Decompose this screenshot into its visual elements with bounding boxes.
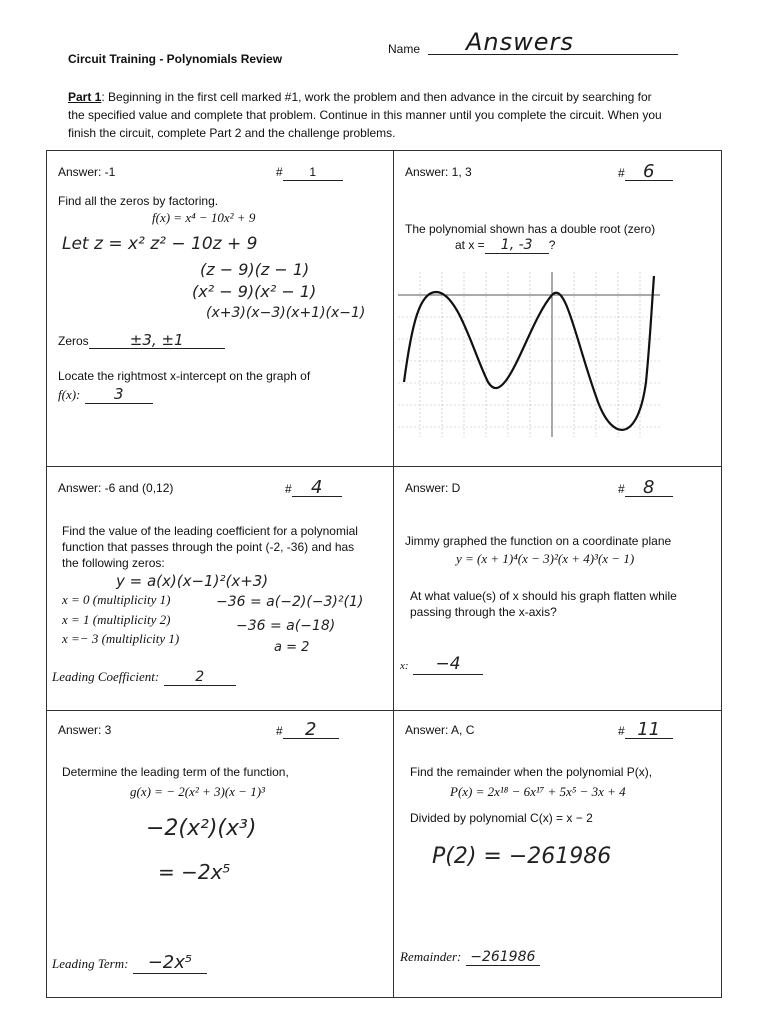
cell3-answer: Answer: -6 and (0,12) [58, 481, 174, 495]
cell4-x [400, 654, 483, 675]
cell2-prompt: The polynomial shown has a double root (zero) [405, 222, 656, 236]
cell1-fx [58, 385, 153, 404]
cell5-lt-label: Leading Term: [52, 956, 129, 971]
part-label: Part 1 [68, 90, 102, 104]
cell5-answer: Answer: 3 [58, 723, 112, 737]
cell5-lt-value: −2x⁵ [133, 952, 207, 974]
cell1-fx-value: 3 [85, 385, 153, 404]
cell6-work: P(2) = −261986 [432, 844, 612, 869]
cell3-work-4: a = 2 [274, 640, 310, 655]
cell2-number [618, 161, 673, 182]
cell3-zero-3: x =− 3 (multiplicity 1) [62, 631, 180, 646]
cell4-number-label: # [618, 482, 625, 496]
cell3-work-1: y = a(x)(x−1)²(x+3) [116, 572, 269, 590]
cell2-at-suffix: ? [548, 238, 556, 252]
cell2-graph [398, 262, 668, 442]
cell6-answer: Answer: A, C [405, 723, 475, 737]
cell6-number-value: 11 [625, 722, 673, 739]
cell4-answer: Answer: D [405, 481, 461, 495]
cell1-answer: Answer: -1 [58, 165, 116, 179]
cell5-lt [52, 952, 207, 974]
grid-divider-row1 [46, 466, 722, 467]
cell6-rem-value: −261986 [466, 949, 540, 966]
cell4-x-label: x: [400, 660, 409, 672]
graph-grid [398, 272, 660, 437]
cell1-number [276, 164, 343, 181]
cell4-equation: y = (x + 1)⁴(x − 3)²(x + 4)³(x − 1) [456, 551, 635, 566]
instructions-text: : Beginning in the first cell marked #1, work the problem and then advance in the circuit by searching for the specified value and complete that problem. Continue in this manner until you complete the circuit. When you finish the circuit, complete Part 2 and the challenge problems. [68, 90, 662, 140]
instructions [68, 88, 668, 142]
cell6-rem-label: Remainder: [400, 949, 462, 964]
cell5-work-2: = −2x⁵ [158, 860, 231, 884]
cell5-number [276, 719, 339, 740]
cell3-zero-1: x = 0 (multiplicity 1) [62, 592, 171, 607]
cell5-equation: g(x) = − 2(x² + 3)(x − 1)³ [130, 784, 265, 799]
cell5-work-1: −2(x²)(x³) [146, 816, 257, 841]
grid-divider-row2 [46, 710, 722, 711]
cell4-prompt2: At what value(s) of x should his graph flatten while passing through the x-axis? [410, 589, 677, 619]
cell6-prompt: Find the remainder when the polynomial P(x), [410, 765, 653, 779]
grid-divider-vertical [393, 150, 394, 998]
cell6-number [618, 719, 673, 740]
cell1-prompt: Find all the zeros by factoring. [58, 194, 219, 208]
cell3-prompt: Find the value of the leading coefficient for a polynomial function that passes through the point (-2, -36) and has the following zeros: [62, 524, 358, 570]
cell3-number-label: # [285, 482, 292, 496]
cell1-number-label: # [276, 165, 283, 179]
polynomial-curve [404, 276, 654, 430]
cell3-work-3: −36 = a(−18) [236, 618, 336, 634]
cell1-prompt2: Locate the rightmost x-intercept on the graph of [58, 369, 311, 383]
name-value: Answers [466, 28, 574, 56]
cell1-equation: f(x) = x⁴ − 10x² + 9 [152, 210, 256, 225]
cell4-number [618, 477, 673, 498]
cell2-number-label: # [618, 166, 625, 180]
cell1-zeros-value: ±3, ±1 [89, 332, 225, 349]
cell3-lc-value: 2 [164, 669, 236, 686]
cell2-number-value: 6 [625, 164, 673, 181]
cell5-number-value: 2 [283, 722, 339, 739]
cell3-number [285, 477, 342, 498]
cell3-number-value: 4 [292, 480, 342, 497]
cell1-work-4: (x+3)(x−3)(x+1)(x−1) [206, 305, 366, 321]
cell2-answer: Answer: 1, 3 [405, 165, 472, 179]
cell1-zeros-label: Zeros [58, 334, 89, 348]
cell5-number-label: # [276, 724, 283, 738]
cell4-x-value: −4 [413, 654, 483, 675]
cell4-prompt: Jimmy graphed the function on a coordinate plane [405, 534, 672, 548]
name-label: Name [388, 42, 421, 56]
cell1-number-value: 1 [283, 164, 343, 181]
cell1-work-1: Let z = x² z² − 10z + 9 [62, 234, 258, 254]
cell3-lc [52, 668, 236, 686]
cell1-zeros [58, 332, 225, 349]
cell6-equation: P(x) = 2x¹⁸ − 6x¹⁷ + 5x⁵ − 3x + 4 [450, 784, 626, 799]
cell2-at-label: at x = [455, 238, 485, 252]
cell1-fx-label: f(x): [58, 387, 81, 402]
cell5-prompt: Determine the leading term of the function, [62, 765, 289, 779]
cell6-prompt2: Divided by polynomial C(x) = x − 2 [410, 811, 593, 825]
cell2-at-value: 1, -3 [485, 237, 549, 254]
cell1-work-3: (x² − 9)(x² − 1) [192, 282, 317, 301]
cell3-lc-label: Leading Coefficient: [52, 669, 160, 684]
cell1-work-2: (z − 9)(z − 1) [200, 260, 310, 279]
cell3-zero-2: x = 1 (multiplicity 2) [62, 612, 171, 627]
cell3-work-2: −36 = a(−2)(−3)²(1) [216, 594, 364, 610]
cell6-rem [400, 948, 540, 966]
cell6-number-label: # [618, 724, 625, 738]
cell4-number-value: 8 [625, 480, 673, 497]
cell2-at [455, 237, 555, 254]
worksheet-title: Circuit Training - Polynomials Review [68, 52, 283, 66]
